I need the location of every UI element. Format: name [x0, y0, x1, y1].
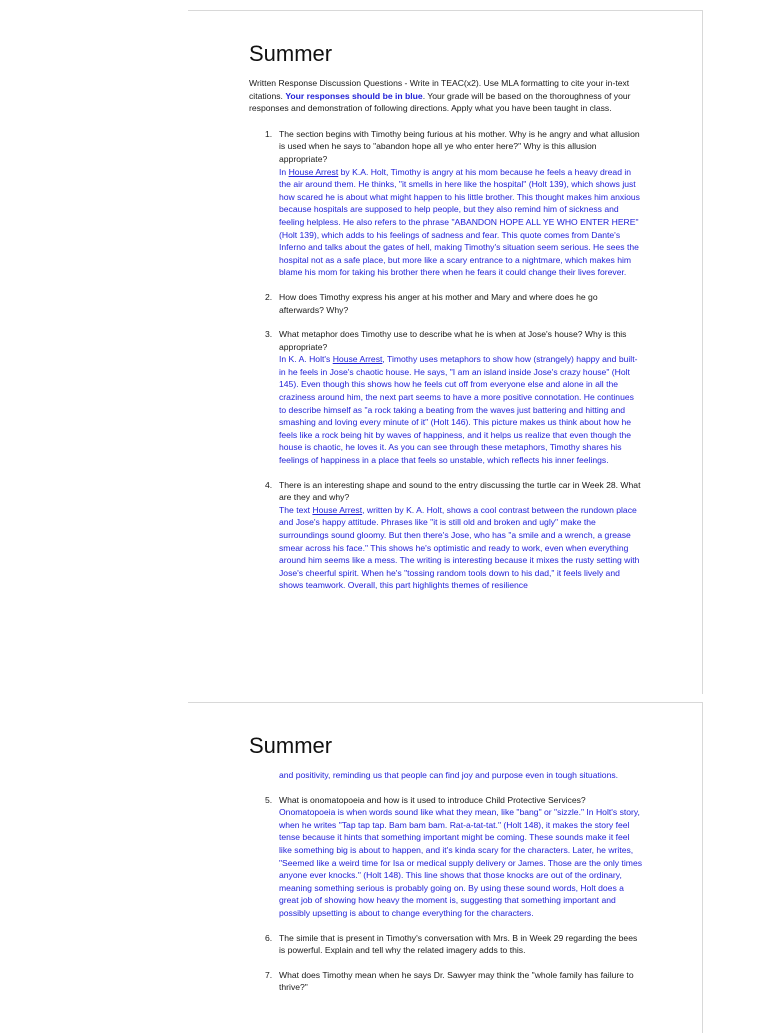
- question-item-6: [249, 932, 643, 957]
- question-list: [249, 794, 643, 994]
- page-2-content: [249, 733, 643, 994]
- question-number: 4.: [265, 479, 273, 490]
- document-page-1: [188, 10, 703, 694]
- answer-text[interactable]: [279, 504, 643, 592]
- question-text: What does Timothy mean when he says Dr. Sawyer may think the "whole family has failure to thrive?": [279, 969, 634, 993]
- answer-body: by K.A. Holt, Timothy is angry at his mom because he feels a heavy dread in the air around them. He thinks, "it smells in here like the hospital" (Holt 139), which shows just how scared he is about what might happen to his little brother. This thought makes him anxious because hospitals are supposed to help people, but they also remind him of sickness and feeling helpless. He also refers to the phrase "ABANDON HOPE ALL YE WHO ENTER HERE" (Holt 139), which adds to his feelings of sadness and fear. This quote comes from Dante's Inferno and talks about the gates of hell, making Timothy's situation seem serious. He sees the hospital not as a safe place, but more like a scary entrance to a nightmare, which makes him blame his mom for taking his brother there when he fears it could change their lives forever.: [279, 166, 640, 278]
- instructions-blue-note: Your responses should be in blue: [285, 90, 423, 101]
- page-1-content: [249, 41, 643, 592]
- question-number: 1.: [265, 128, 273, 139]
- answer-continuation[interactable]: and positivity, reminding us that people can find joy and purpose even in tough situations.: [279, 770, 619, 780]
- answer-text[interactable]: [279, 166, 643, 279]
- question-text: What metaphor does Timothy use to describe what he is when at Jose's house? Why is this appropriate?: [279, 329, 627, 352]
- question-item-5: [249, 794, 643, 920]
- question-number: 5.: [265, 794, 273, 805]
- answer-prefix: The text: [279, 504, 313, 515]
- answer-prefix: In: [279, 166, 289, 177]
- question-text: How does Timothy express his anger at his mother and Mary and where does he go afterwards? Why?: [279, 291, 598, 315]
- question-item-2: [249, 291, 643, 316]
- question-text: The simile that is present in Timothy's conversation with Mrs. B in Week 29 regarding the bees is powerful. Explain and tell why the related imagery adds to this.: [279, 932, 638, 956]
- page-title: Summer: [249, 733, 333, 758]
- answer-body: , Timothy uses metaphors to show how (strangely) happy and built-in he feels in Jose's chaotic house. He says, "I am an island inside Jose's crazy house" (Holt 145). Even though this shows how he feels cut off from everyone else and alone in all the craziness around him, the next part seems to have a more positive connotation. He continues to describe himself as "a rock taking a beating from the waves just battering and hitting and smashing and loving every minute of it" (Holt 146). This picture makes us think about how he feels like a rock being hit by waves of happiness, and it helps us realize that even though the house is chaotic, he loves it. As you can see through these metaphors, Timothy shares his feelings of happiness in a place that feels so unstable, which reflects his inner feelings.: [279, 354, 638, 466]
- question-number: 7.: [265, 969, 273, 980]
- answer-prefix: In K. A. Holt's: [279, 354, 333, 365]
- page-title: Summer: [249, 41, 333, 66]
- instructions-text: Written Response Discussion Questions - Write in TEAC(x2). Use MLA formatting to cite your in-text citations.: [249, 78, 630, 101]
- answer-body: , written by K. A. Holt, shows a cool contrast between the rundown place and Jose's happy attitude. Phrases like "it is still old and broken and ugly" make the surroundings sound gloomy. But then there's Jose, who has "a smile and a wrench, a grease smear across his face." This shows he's optimistic and ready to work, even when everything around him seems like a mess. The writing is interesting because it mixes the rusty setting with Jose's cheerful spirit. When he's "tossing random tools down to his dad," it feels lively and shows teamwork. Overall, this part highlights themes of resilience: [279, 504, 640, 591]
- document-page-2: [188, 702, 703, 1033]
- question-item-7: [249, 969, 643, 994]
- instructions-text-end: . Your grade will be based on the thoroughness of your responses and demonstration of following directions. Apply what you have been taught in class.: [249, 90, 631, 114]
- book-title: House Arrest: [312, 504, 363, 515]
- answer-text[interactable]: [279, 353, 643, 466]
- question-number: 2.: [265, 291, 273, 302]
- answer-text[interactable]: Onomatopoeia is when words sound like what they mean, like "bang" or "sizzle." In Holt's story, when he writes "Tap tap tap. Bam bam bam. Rat-a-tat-tat." (Holt 148), it makes the story feel tense because it hints that something important might be coming. These sounds make it feel like something big is about to happen, and it's kinda scary for the characters. Later, he writes, "Seemed like a weird time for Isa or medical supply delivery or James. Those are the only times anyone ever knocks." (Holt 148). This line shows that those knocks are out of the ordinary, meaning something serious is probably going on. By using these sound words, Holt does a great job of showing how heavy the moment is, suggesting that something important and possibly upsetting is about to change everything for the characters.: [279, 807, 643, 918]
- question-number: 3.: [265, 329, 273, 340]
- book-title: House Arrest: [332, 354, 383, 365]
- instructions: [249, 77, 643, 115]
- question-item-1: [249, 128, 643, 279]
- question-list: [249, 128, 643, 592]
- question-item-3: [249, 328, 643, 467]
- question-text: There is an interesting shape and sound to the entry discussing the turtle car in Week 28. What are they and why?: [279, 479, 641, 503]
- question-text: The section begins with Timothy being furious at his mother. Why is he angry and what allusion is used when he says to "abandon hope all ye who enter here?" Why is this allusion appropriate?: [279, 128, 640, 164]
- book-title: House Arrest: [288, 166, 339, 177]
- question-number: 6.: [265, 932, 273, 943]
- question-item-4: [249, 479, 643, 592]
- question-text: What is onomatopoeia and how is it used to introduce Child Protective Services?: [279, 794, 586, 805]
